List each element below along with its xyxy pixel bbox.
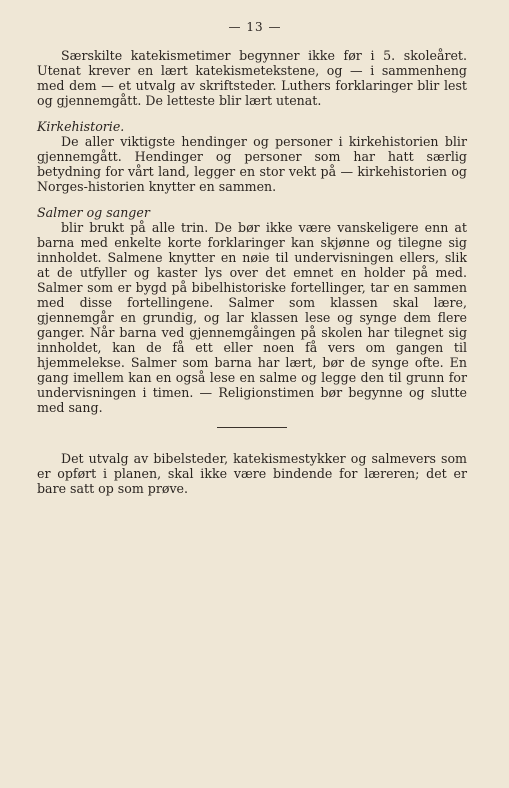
hymns-paragraph: blir brukt på alle trin. De bør ikke være vanskeligere enn at barna med enkelte korte forklaringer kan skjønne og tilegne sig innholdet. Salmene knytter en nøie til undervisningen ellers, slik at de utfyller og kaster lys over det emnet en holder på med. Salmer som er bygd på bibelhistoriske fortellinger, tar en sammen med disse fortellingene. Salmer som klassen skal lære, gjennemgår en grundig, og lar klassen lese og synge dem flere ganger. Når barna ved gjennemgåingen på skolen har tilegnet sig innholdet, kan de få ett eller noen få vers om gangen til hjemmelekse. Salmer som barna har lært, bør de synge ofte. En gang imellem kan en også lese en salme og legge den til grunn for undervisningen i timen. — Religionstimen bør begynne og slutte med sang. [37,220,467,415]
section-divider [217,427,287,428]
hymns-heading: Salmer og sanger [37,205,150,220]
church-history-heading: Kirkehistorie. [37,119,125,134]
intro-paragraph: Særskilte katekismetimer begynner ikke før i 5. skoleåret. Utenat krever en lært katekismetekstene, og — i sammenheng med dem — et utvalg av skriftsteder. Luthers forklaringer blir lest og gjennemgått. De letteste blir lært utenat. [37,48,467,108]
page-number: — 13 — [228,20,282,34]
closing-paragraph: Det utvalg av bibelsteder, katekismestykker og salmevers som er opført i planen, skal ikke være bindende for læreren; det er bare satt op som prøve. [37,451,467,496]
church-history-paragraph: De aller viktigste hendinger og personer i kirkehistorien blir gjennemgått. Hendinger og personer som har hatt særlig betydning for vårt land, legger en stor vekt på — kirkehistorien og Norges-historien knytter en sammen. [37,134,467,194]
